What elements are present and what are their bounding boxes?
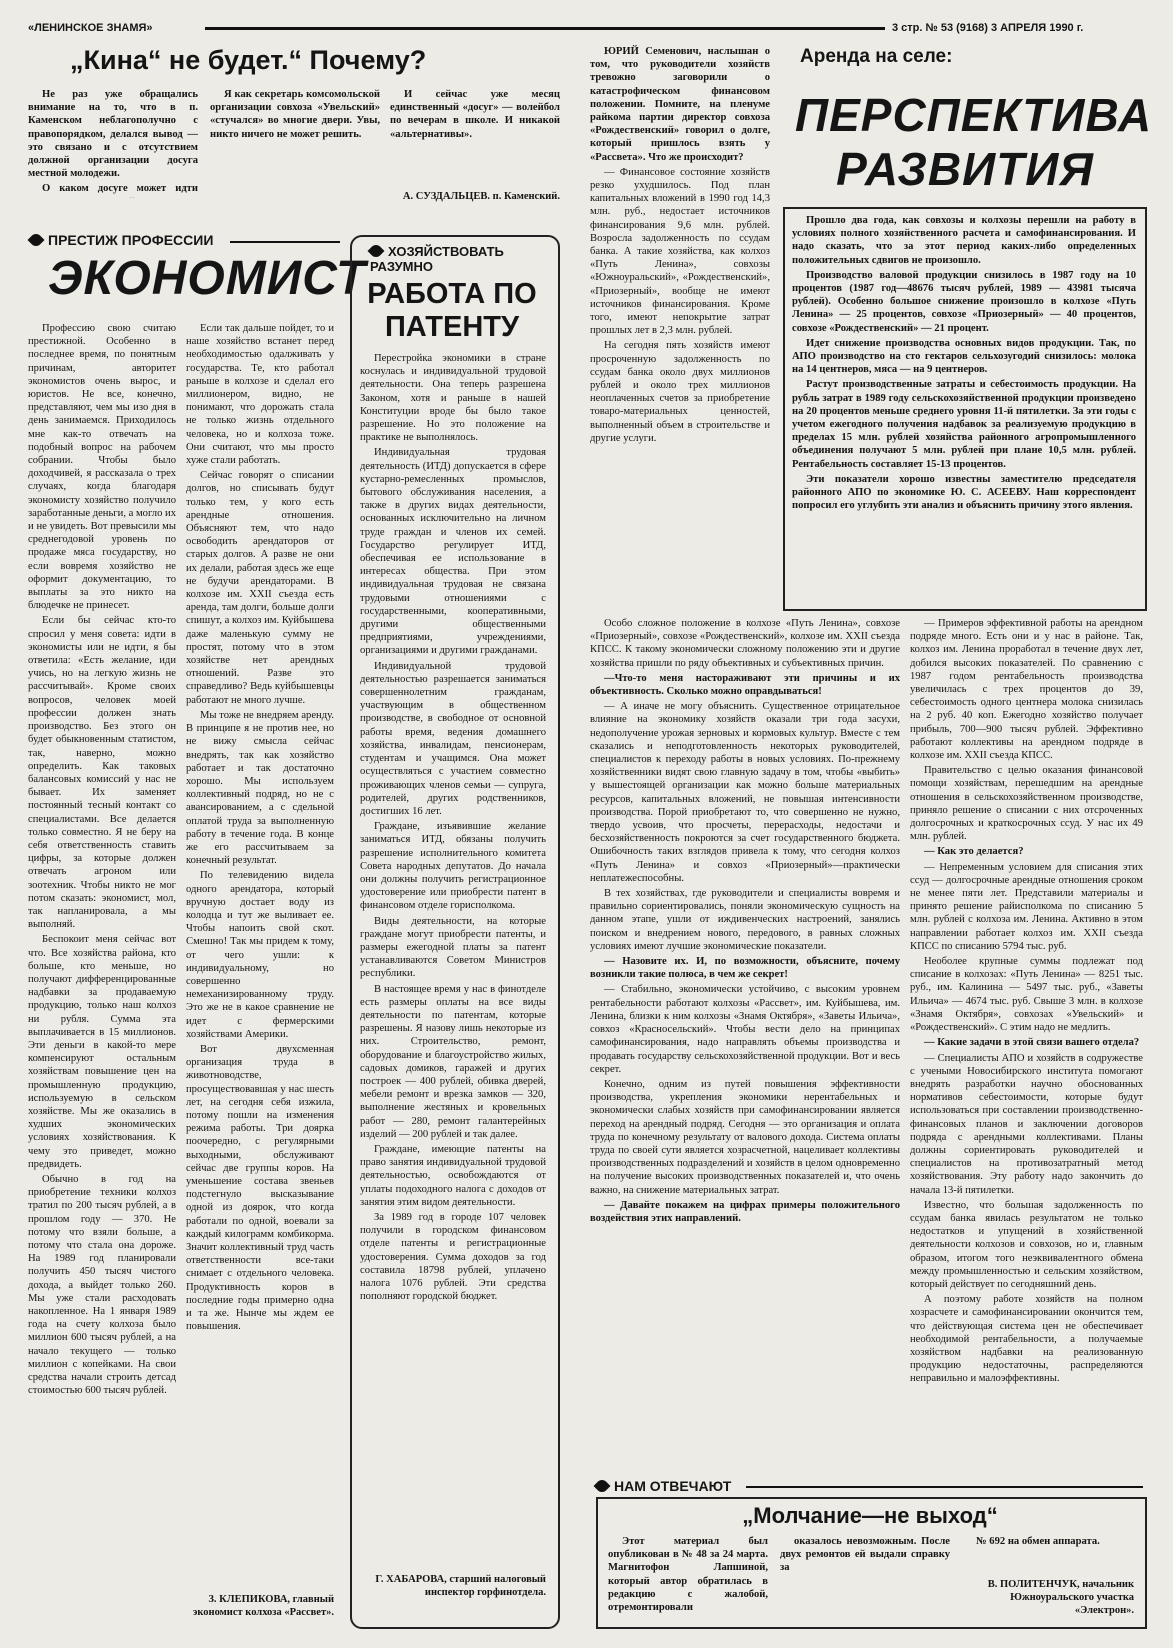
arenda-col-1a: ЮРИЙ Семенович, наслышан о том, что руководители хозяйств тревожно заговорили о катастрофическом финансовом положении. Помните, на пленуме райкома партии директор совхоза «Рождественский» говорил о долге, который пришлось взять у «Рассвета». Что же происходит? — Финансовое состояние хозяйств резко ухудшилось. Под план капитальных вложений в 1990 год 14,3 млн. руб., недостает источников финансирования 9,6 млн. рублей. Возросла задолженность по ссудам банка. А такие хозяйства, как колхоз «Путь Ленина», совхозы «Южноуральский», «Рождественский», «Приозерный», вообще не имеют источников финансирования. Кроме того, имеют непокрытие затрат прошлых лет в 2,3 млн. рублей. На сегодня пять хозяйств имеют просроченную задолженность по ссудам банка около двух миллионов рублей и около трех миллионов неоплаченных счетов за приобретение товаро-материальных ценностей, выполненный объем в строительстве и другие услуги. [590,46,770,444]
arenda-col-2: — Примеров эффективной работы на арендном подряде много. Есть они и у нас в районе. Так, колхоз им. Ленина проработал в течение двух лет, добился высоких показателей. По сравнению с 1987 годом рентабельность производства увеличилась с трех процентов до 39, себестоимость одного центнера молока снизилась на 2 руб. 40 коп. Ежегодно хозяйство получает прибыль, 700—900 тысяч рублей. Эффективно работают коллективы на арендном подряде в колхозе им. XXII съезда КПСС. Правительство с целью оказания финансовой помощи хозяйствам, перешедшим на арендные отношения в сельскохозяйственном производстве, приняло решение о списании с них отсроченных долгосрочных и краткосрочных ссуд. У нас их 49 млн. рублей. — Как это делается? — Непременным условием для списания этих ссуд — долгосрочные арендные отношения сроком не менее пяти лет. Представили материалы и принято решение райисполкома по списанию 5 млн. рублей с колхоза им. Ленина. Активно в этом направлении работает колхоз им. XXII съезда КПСС по списанию 5794 тыс. руб. Необолее крупные суммы подлежат под списание в колхозах: «Путь Ленина» — 8251 тыс. руб., им. Калинина — 5497 тыс. руб., «Заветы Ильича» — 4674 тыс. руб. Свыше 3 млн. в колхозе «Знамя Октября», совхозах «Увельский» и «Рождественский». С этим надо не медлить. — Какие задачи в этой связи вашего отдела? — Специалисты АПО и хозяйств в содружестве с учеными Новосибирского института помогают внедрять разработки научно обоснованных нормативов себестоимости, которые будут использоваться при составлении производственно-финансовых планов и заключении договоров подряда с арендными коллективами. Планы должны сориентировать руководителей и специалистов на противозатратный метод хозяйствования. Эту работу надо закончить до начала 13-й пятилетки. Известно, что большая задолженность по ссудам банка явилась результатом не только недостатков и упущений в хозяйственной деятельности колхозов и совхозов, но и, главным образом, итогом того неэквивалентного обмена между промышленностью и сельским хозяйством, который действует по сегодняшний день. А поэтому работе хозяйств на полном хозрасчете и самофинансировании окончится тем, что действующая система цен не обеспечивает необходимой рентабельности, а получаемые хозяйством надбавки на реализованную продукцию недостаточны, распределяются неправильно и малоэффективны. [910,618,1143,1385]
kino-title: „Кина“ не будет.“ Почему? [70,45,427,75]
patent-title: РАБОТА ПО ПАТЕНТУ [367,278,537,343]
economist-title: ЭКОНОМИСТ [48,252,367,305]
kino-lead-4: И сейчас уже месяц единственный «досуг» — волейбол по вечерам в школе. И никакой «альтернативы». [390,89,560,140]
reply-col-1: Этот материал был опубликован в № 48 за 24 марта. Магнитофон Лапшиной, который автор обратилась в редакцию с жалобой, отремонтировали [608,1536,768,1614]
kino-signature: А. СУЗДАЛЬЦЕВ. п. Каменский. [402,191,560,202]
economist-col-2: Если так дальше пойдет, то и наше хозяйство встанет перед необходимостью одалживать у государства. Те, кто работал раньше в колхозе и сделал его миллионером, видно, не понимают, что дорожать стала не только жизнь отдельного человека, но и колхоза тоже. Они считают, что мы просто хуже стали работать. Сейчас говорят о списании долгов, но списывать будут только тем, у кого есть арендные отношения. Объясняют тем, что надо освободить арендаторов от старых долгов. А разве не они их делали, работая здесь же еще не будучи арендаторами. В колхозе им. XXII съезда есть аренда, там долги, больше долги спишут, а колхоз им. Куйбышева даже маленькую сумму не простят, потому что в этом хозяйстве нет арендных отношений. Разве это справедливо? Ведь куйбышевцы работают не много лучше. Мы тоже не внедряем аренду. В принципе я не против нее, но не вижу смысла сейчас внедрять, так как хозяйство работает и так достаточно хорошо. Мы используем коллективный подряд, но не с авансированием, а с сдельной оплатой труда за выполненную работу в течение года. В конце же его рассчитываем за конечный результат. По телевидению видела одного арендатора, который вручную достает воду из колодца и тут же выливает ее. Чтобы напоить свой скот. Смешно! Так мы придем к тому, от чего ушли: к индивидуальному, но совершенно немеханизированному труду. Это же не в какое сравнение не идет с фермерскими хозяйствами Америки. Вот двухсменная организация труда в животноводстве, просуществовавшая у нас шесть лет, на сегодня себя изжила, потому пошли на изменения режима работы. Три дояркa поочередно, с регулярными выходными, обслуживают сейчас две группы коров. На уменьшение состава звеньев подстегнуло высказывание одной из доярок, что когда работали по одной, воевали за каждый килограмм комбикорма. Значит коллективный труд часть ответственности все-таки снимает с отдельного человека. Продуктивность коров в последние годы примерно одна и та же. Нынче мы ждем ее повышения. [186,323,334,1333]
arenda-title: ПЕРСПЕКТИВА РАЗВИТИЯ [795,89,1153,195]
paper-name: «ЛЕНИНСКОЕ ЗНАМЯ» [28,22,153,34]
reply-col-3: № 692 на обмен аппарата. [976,1536,1100,1547]
patent-rubric: ХОЗЯЙСТВОВАТЬ РАЗУМНО [370,244,540,274]
arenda-intro: Прошло два года, как совхозы и колхозы перешли на работу в условиях полного хозяйственного расчета и самофинансирования. И надо сказать, что за этот период каких-либо определенных положительных сдвигов не произошло. Производство валовой продукции снизилось в 1987 году на 10 процентов (1987 год—48676 тысяч рублей, 1989 — 43981 тысяча рублей). Особенно большое снижение произошло в колхозе «Путь Ленина» — 25 процентов, совхозе «Приозерный» — 40 процентов, совхозе «Рождественский» — 21 процент. Идет снижение производства основных видов продукции. Так, по АПО производство на сто гектаров сельхозугодий снизилось: молока на 14 центнеров, мяса — на 9 центнеров. Растут производственные затраты и себестоимость продукции. На рубль затрат в 1989 году сельскохозяйственной продукции произведено на 20 процентов меньше среднего уровня 11-й пятилетки. За эти годы с учетом ежегодного получения надбавок за реализуемую продукцию в пределах 15 млн. рублей хозяйства районного агропромышленного объединения получают 5 млн. рублей при плане 10,5 млн. рублей. Рентабельность составляет 15-13 процентов. Эти показатели хорошо известны заместителю председателя районного АПО по экономике Ю. С. АСЕЕВУ. Наш корреспондент попросил его углубить эти анализ и объяснить причину этого явления. [792,215,1136,512]
leaf-icon [594,1478,611,1495]
reply-rubric: НАМ ОТВЕЧАЮТ [596,1478,731,1494]
leaf-icon [368,243,385,260]
arenda-rubric: Аренда на селе: [800,46,953,67]
reply-signature: В. ПОЛИТЕНЧУК, начальник Южноуральского участка «Электрон». [987,1579,1134,1616]
leaf-icon [28,232,45,249]
masthead-rule [205,27,885,30]
patent-signature: Г. ХАБАРОВА, старший налоговый инспектор горфинотдела. [375,1574,546,1598]
economist-signature: З. КЛЕПИКОВА, главный экономист колхоза «Рассвет». [192,1594,334,1618]
reply-title: „Молчание—не выход“ [742,1503,998,1528]
economist-rubric: ПРЕСТИЖ ПРОФЕССИИ [30,232,213,248]
arenda-col-1b: Особо сложное положение в колхозе «Путь Ленина», совхозе «Приозерный», совхозе «Рождественский», колхозе им. XXII съезда КПСС. К такому экономически сложному положению эти и другие хозяйства пришли по ряду объективных и субъективных причин. —Что-то меня настораживают эти причины и их объективность. Сколько можно оправдываться! — А иначе не могу объяснить. Существенное отрицательное влияние на экономику хозяйств оказали три года засухи, недополучение урожая зерновых и кормовых культур. Вместе с тем сказались и неподготовленность некоторых руководителей, специалистов к переходу работы в новых условиях. По-прежнему хозяйственники видят свою главную задачу в том, чтобы «выбить» у вышестоящей организации как можно больше материальных ресурсов, капитальных вложений, не повышая интенсивности производства. Порой приобретают то, что совершенно не нужно, твердо усвоив, что просчеты, перерасходы, недостачи и бесхозяйственность покроются за счет государственного бюджета. Ошибочность таких взглядов привела к тому, что сегодня колхоз «Путь Ленина» и совхоз «Приозерный»—практически неплатежеспособны. В тех хозяйствах, где руководители и специалисты вовремя и правильно сориентировались, поняли экономическую сущность на данном этапе, ушли от иждивенческих настроений, занялись поиском и внедрением нового, передового, в равных сложных условиях имеют лучшие экономические показатели. — Назовите их. И, по возможности, объясните, почему возникли такие полюса, в чем же секрет! — Стабильно, экономически устойчиво, с высоким уровнем рентабельности работают колхозы «Рассвет», им. Куйбышева, им. Ленина, близки к ним колхозы «Знамя Октября», «Заветы Ильича», совхоз «Красносельский». Чтобы вести дело на принципах самофинансирования, надо направлять объемы производства и продавать государству сельскохозяйственной продукции. Вот и весь секрет. Конечно, одним из путей повышения эффективности производства, укрепления экономики нерентабельных и экономически слабых хозяйств при самофинансировании является переход на арендный подряд. Сегодня — это организация и оплата труда по конечному результату от валового дохода. Система оплаты труда по своей сути является хозрасчетной, нацеливает коллективы производственных подразделений и хозяйств в целом одновременно на получение высоких производственных показателей и, что очень важно, на снижение материальных затрат. — Давайте покажем на цифрах примеры положительного воздействия этих направлений. [590,618,900,1224]
kino-lead-1: Не раз уже обращались внимание на то, что в п. Каменском неблагополучно с правопорядком, делался вывод — это связано и с отсутствием должной организации досуга местной молодежи. [28,89,198,180]
reply-col-2: оказалось невозможным. После двух ремонтов ей выдали справку за [780,1536,950,1574]
kino-lead-3: Я как секретарь комсомольской организации совхоза «Увельский» «стучался» во многие двери. Увы, никто ничего не может решить. [210,89,380,140]
patent-text: Перестройка экономики в стране коснулась и индивидуальной трудовой деятельности. Она теперь разрешена Законом, хотя и раньше в нашей Конституции вроде бы было такое разрешение. Но это положение на практике не выполнялось. Индивидуальная трудовая деятельность (ИТД) допускается в сфере кустарно-ремесленных промыслов, бытового обслуживания населения, а также в других видах деятельности, основанных исключительно на личном труде граждан и членов их семей. Государство регулирует ИТД, обеспечивая ее использование в интересах общества. При этом индивидуальная трудовая не связана трудовыми отношениями с государственными, кооперативными, другими общественными предприятиями, учреждениями, организациями и другими гражданами. Индивидуальной трудовой деятельностью разрешается заниматься совершеннолетним гражданам, участвующим в общественном производстве, в свободное от основной работы время, ведения домашнего хозяйства, инвалидам, пенсионерам, студентам и учащимся. Она может осуществляться с участием совместно проживающих членов семьи — супруга, родителей, других родственников, достигших 16 лет. Граждане, изъявившие желание заниматься ИТД, обязаны получить разрешение исполнительного комитета Совета народных депутатов. До начала они должны получить регистрационное удостоверение или приобрести патент в финансовом отделе горисполкома. Виды деятельности, на которые граждане могут приобрести патенты, и размеры ежегодной платы за патент устанавливаются Советом Министров республики. В настоящее время у нас в финотделе есть размеры оплаты на все виды деятельности по патентам, которые разрешены. Я назову лишь некоторые из них. Строительство, ремонт, оборудование и благоустройство жилых, садовых домиков, гаражей и других построек — 400 рублей, обивка дверей, мебели ремонт и врезка замков — 320, выполнение жестяных и кровельных работ — 280, ремонт галантерейных изделий — 200 рублей и так далее. Граждане, имеющие патенты на право занятия индивидуальной трудовой деятельностью, освобождаются от уплаты подоходного налога с доходов от занятия этим видом деятельности. За 1989 год в городе 107 человек получили в городском финансовом отделе патенты и регистрационные удостоверения. Сумма доходов за год составила 18798 рублей, уплачено налога 1076 рублей. Эти средства пополняют городской бюджет. [360,353,546,1303]
economist-col-1: Профессию свою считаю престижной. Особенно в последнее время, по понятным причинам, авторитет экономистов очень вырос, и юристов. Не все, конечно, представляют, чем мы изо дня в день занимаемся. Приходилось мне как-то отвечать на подобный вопрос на рабочем собрании. Чтобы было доходчивей, я рассказала о трех случаях, когда благодаря экономисту хозяйство получило заработанные деньги, а могло их и не увидеть. Вот превысили мы среднегодовой уровень по продаже мяса государству, но если вовремя хозяйство не оформит документацию, то выплаты за это никто на блюдечке не принесет. Если бы сейчас кто-то спросил у меня совета: идти в экономисты или не идти, я бы ответила: «Есть желание, иди учись, но на легкую жизнь не рассчитывай». Кроме своих вопросов, человек моей профессии должен знать производство. Без этого он будет обыкновенным статистом, так, наверно, можно определить. Как таковых балансовых комиссий у нас не бывает. Их заменяет постоянный тесный контакт со специалистами. Все делается только совместно. Я не беру на себя ответственность ставить цифры, за которые должен отвечать агроном или зоотехник. Чтобы никто не мог потом сказать: экономист, мол, так напланировала, а мы выполняй. Беспокоит меня сейчас вот что. Все хозяйства района, кто больше, кто меньше, но получают дифференцированные надбавки за продаваемую продукцию, только наш колхоз ни рубля. Сумма эта выплачивается в 15 миллионов. Эти деньги в какой-то мере компенсируют остальным хозяйствам повышение цен на промышленную продукцию, используемую в сельском хозяйстве. Мы же оказались в худших экономических условиях хозяйствования. К чему это приведет, можно предвидеть. Обычно в год на приобретение техники колхоз тратил по 200 тысяч рублей, а в прошлом году — 370. Не потому что взяли больше, а потому что стала она дороже. На 1989 год планировали получить 450 тысяч чистого дохода, а выйдет только 260. Мы уже стали расходовать накопленное. На 1 января 1989 года на счету колхоза было миллион 600 тысяч рублей, а на начало текущего — только миллион с копейками. На свои средства начали строить детсад стоимостью 600 тысяч рублей. [28,323,176,1397]
kino-lead-2: О каком досуге может идти [42,183,198,195]
issue-info: 3 стр. № 53 (9168) 3 АПРЕЛЯ 1990 г. [892,22,1084,34]
